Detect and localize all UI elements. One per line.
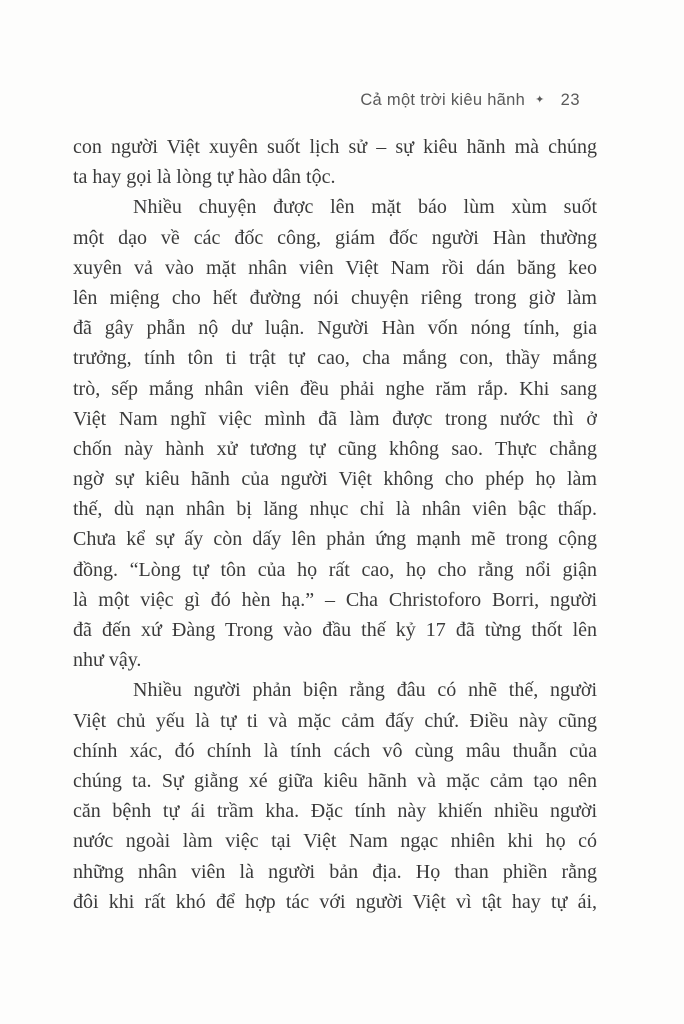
text-line: trò, sếp mắng nhân viên đều phải nghe răm rắp. Khi sang	[73, 377, 597, 400]
diamond-separator-icon: ✦	[535, 94, 545, 106]
text-line: chúng ta. Sự giằng xé giữa kiêu hãnh và mặc cảm tạo nên	[73, 769, 597, 792]
text-line: chốn này hành xử tương tự cũng không sao. Thực chẳng	[73, 437, 597, 460]
paragraph	[73, 192, 597, 675]
text-line: ta hay gọi là lòng tự hào dân tộc.	[73, 166, 336, 189]
text-line: đã gây phẫn nộ dư luận. Người Hàn vốn nóng tính, gia	[73, 317, 597, 340]
page-number: 23	[560, 91, 580, 109]
text-line: chính xác, đó chính là tính cách vô cùng mâu thuẫn của	[73, 739, 597, 762]
text-line: như vậy.	[73, 649, 142, 672]
text-line: một dạo về các đốc công, giám đốc người Hàn thường	[73, 226, 597, 249]
text-line: Việt Nam nghĩ việc mình đã làm được trong nước thì ở	[73, 407, 597, 430]
paragraph	[73, 675, 597, 917]
text-line: Nhiều chuyện được lên mặt báo lùm xùm suốt	[133, 196, 597, 219]
text-line: ngờ sự kiêu hãnh của người Việt không cho phép họ làm	[73, 468, 597, 491]
text-line: đôi khi rất khó để hợp tác với người Việt vì tật hay tự ái,	[73, 890, 597, 913]
paragraph	[73, 132, 597, 192]
text-line: là một việc gì đó hèn hạ.” – Cha Christoforo Borri, người	[73, 588, 597, 611]
running-title: Cả một trời kiêu hãnh	[360, 91, 526, 109]
text-line: trưởng, tính tôn ti trật tự cao, cha mắng con, thầy mắng	[73, 347, 597, 370]
text-line: đồng. “Lòng tự tôn của họ rất cao, họ cho rằng nổi giận	[73, 558, 597, 581]
text-line: lên miệng cho hết đường nói chuyện riêng trong giờ làm	[73, 286, 597, 309]
text-line: thế, dù nạn nhân bị lăng nhục chỉ là nhân viên bậc thấp.	[73, 498, 597, 521]
running-header	[73, 88, 580, 112]
text-line: Chưa kể sự ấy còn dấy lên phản ứng mạnh mẽ trong cộng	[73, 528, 597, 551]
text-line: xuyên vả vào mặt nhân viên Việt Nam rồi dán băng keo	[73, 256, 597, 279]
body-text	[73, 132, 597, 917]
text-line: đã đến xứ Đàng Trong vào đầu thế kỷ 17 đã từng thốt lên	[73, 619, 597, 641]
text-line: Việt chủ yếu là tự ti và mặc cảm đấy chứ. Điều này cũng	[73, 709, 597, 732]
text-line: những nhân viên là người bản địa. Họ than phiền rằng	[73, 860, 597, 883]
text-line: nước ngoài làm việc tại Việt Nam ngạc nhiên khi họ có	[73, 830, 597, 853]
text-line: căn bệnh tự ái trầm kha. Đặc tính này khiến nhiều người	[73, 800, 597, 823]
text-line: con người Việt xuyên suốt lịch sử – sự kiêu hãnh mà chúng	[73, 136, 597, 158]
text-line: Nhiều người phản biện rằng đâu có nhẽ thế, người	[133, 679, 597, 702]
